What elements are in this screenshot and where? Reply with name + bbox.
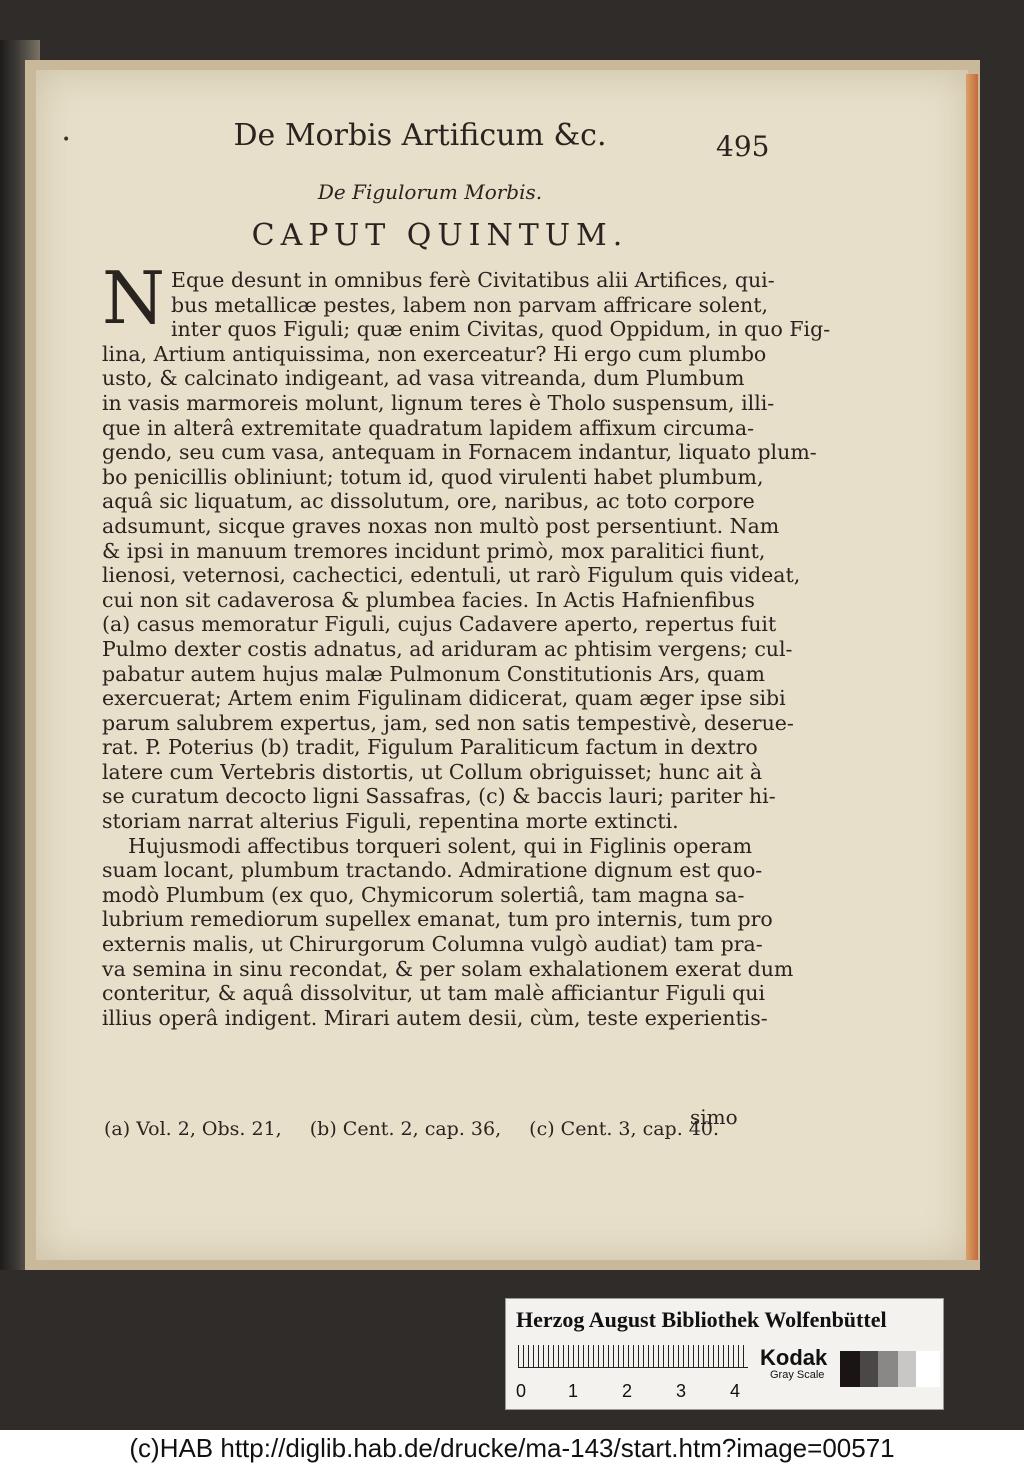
footnotes <box>104 1118 720 1140</box>
text-line: lienosi, veternosi, cachectici, edentuli, ut rarò Figulum quis videat, <box>102 563 801 588</box>
gray-swatch <box>916 1351 940 1387</box>
scale-number: 0 <box>516 1381 527 1401</box>
library-name: Herzog August Bibliothek Wolfenbüttel <box>516 1307 887 1332</box>
page-edge <box>966 74 978 1260</box>
text-line: bus metallicæ pestes, labem non parvam affricare solent, <box>171 292 768 317</box>
scale-ruler <box>518 1345 748 1368</box>
text-line: lina, Artium antiquissima, non exerceatur? Hi ergo cum plumbo <box>102 341 767 366</box>
scale-number: 1 <box>568 1381 579 1401</box>
text-line: illius operâ indigent. Mirari autem desii, cùm, teste experientis- <box>102 1005 768 1030</box>
catchword: simo <box>690 1105 738 1129</box>
text-line: & ipsi in manuum tremores incidunt primò, mox paralitici fiunt, <box>102 538 766 563</box>
text-line: suam locant, plumbum tractando. Admiratione dignum est quo- <box>102 858 763 883</box>
footnote-a: (a) Vol. 2, Obs. 21, <box>104 1118 282 1140</box>
text-line: va semina in sinu recondat, & per solam exhalationem exerat dum <box>102 956 794 981</box>
text-line: exercuerat; Artem enim Figulinam didicerat, quam æger ipse sibi <box>102 686 786 711</box>
drop-cap: N <box>102 256 165 340</box>
kodak-logo: Kodak <box>760 1345 828 1370</box>
text-line: bo penicillis obliniunt; totum id, quod virulenti habet plumbum, <box>102 464 764 489</box>
gray-scale-label: Gray Scale <box>770 1369 825 1381</box>
text-line: Pulmo dexter costis adnatus, ad ariduram ac phtisim vergens; cul- <box>102 636 793 661</box>
text-line: inter quos Figuli; quæ enim Civitas, quod Oppidum, in quo Fig- <box>171 317 831 342</box>
footer-url: (c)HAB http://diglib.hab.de/drucke/ma-143/start.htm?image=00571 <box>129 1433 895 1463</box>
text-line: Eque desunt in omnibus ferè Civitatibus alii Artifices, qui- <box>171 268 775 292</box>
chapter-heading: CAPUT QUINTUM. <box>251 218 629 253</box>
text-line: usto, & calcinato indigeant, ad vasa vitreanda, dum Plumbum <box>102 366 745 391</box>
text-line: rat. P. Poterius (b) tradit, Figulum Paraliticum factum in dextro <box>102 735 758 760</box>
text-line: que in alterâ extremitate quadratum lapidem affixum circuma- <box>102 415 755 440</box>
footnote-b: (b) Cent. 2, cap. 36, <box>309 1118 502 1140</box>
scale-number: 2 <box>622 1381 633 1401</box>
color-calibration-card <box>505 1298 944 1410</box>
running-head: De Morbis Artificum &c. <box>233 118 607 153</box>
body-text <box>102 256 831 1030</box>
text-line: adsumunt, sicque graves noxas non multò post persentiunt. Nam <box>102 513 780 538</box>
text-line: gendo, seu cum vasa, antequam in Fornacem indantur, liquato plum- <box>102 440 817 465</box>
text-line: externis malis, ut Chirurgorum Columna vulgò audiat) tam pra- <box>102 932 763 957</box>
scale-number: 4 <box>730 1381 741 1401</box>
page-number: 495 <box>716 130 770 163</box>
text-line: Hujusmodi affectibus torqueri solent, qui in Figlinis operam <box>102 833 753 858</box>
text-line: latere cum Vertebris distortis, ut Collum obriguisset; hunc ait à <box>102 759 763 784</box>
text-line: conteritur, & aquâ dissolvitur, ut tam malè afficiantur Figuli qui <box>102 981 766 1006</box>
text-line: (a) casus memoratur Figuli, cujus Cadavere aperto, repertus fuit <box>102 612 777 637</box>
text-line: in vasis marmoreis molunt, lignum teres è Tholo suspensum, illi- <box>102 390 775 415</box>
scale-number: 3 <box>676 1381 687 1401</box>
text-line: storiam narrat alterius Figuli, repentina morte extincti. <box>102 809 679 834</box>
page-mark: • <box>62 132 71 148</box>
text-line: cui non sit cadaverosa & plumbea facies. In Actis Hafnienfibus <box>102 587 755 612</box>
chapter-subtitle: De Figulorum Morbis. <box>317 180 543 204</box>
text-line: se curatum decocto ligni Sassafras, (c) & baccis lauri; pariter hi- <box>102 784 776 809</box>
text-line: pabatur autem hujus malæ Pulmonum Constitutionis Ars, quam <box>102 661 765 686</box>
text-line: aquâ sic liquatum, ac dissolutum, ore, naribus, ac toto corpore <box>102 489 755 514</box>
text-line: parum salubrem expertus, jam, sed non satis tempestivè, deserue- <box>102 710 794 735</box>
text-line: modò Plumbum (ex quo, Chymicorum solertiâ, tam magna sa- <box>102 882 745 907</box>
footnote-c: (c) Cent. 3, cap. 40. <box>529 1118 720 1140</box>
text-line: lubrium remediorum supellex emanat, tum pro internis, tum pro <box>102 907 773 932</box>
